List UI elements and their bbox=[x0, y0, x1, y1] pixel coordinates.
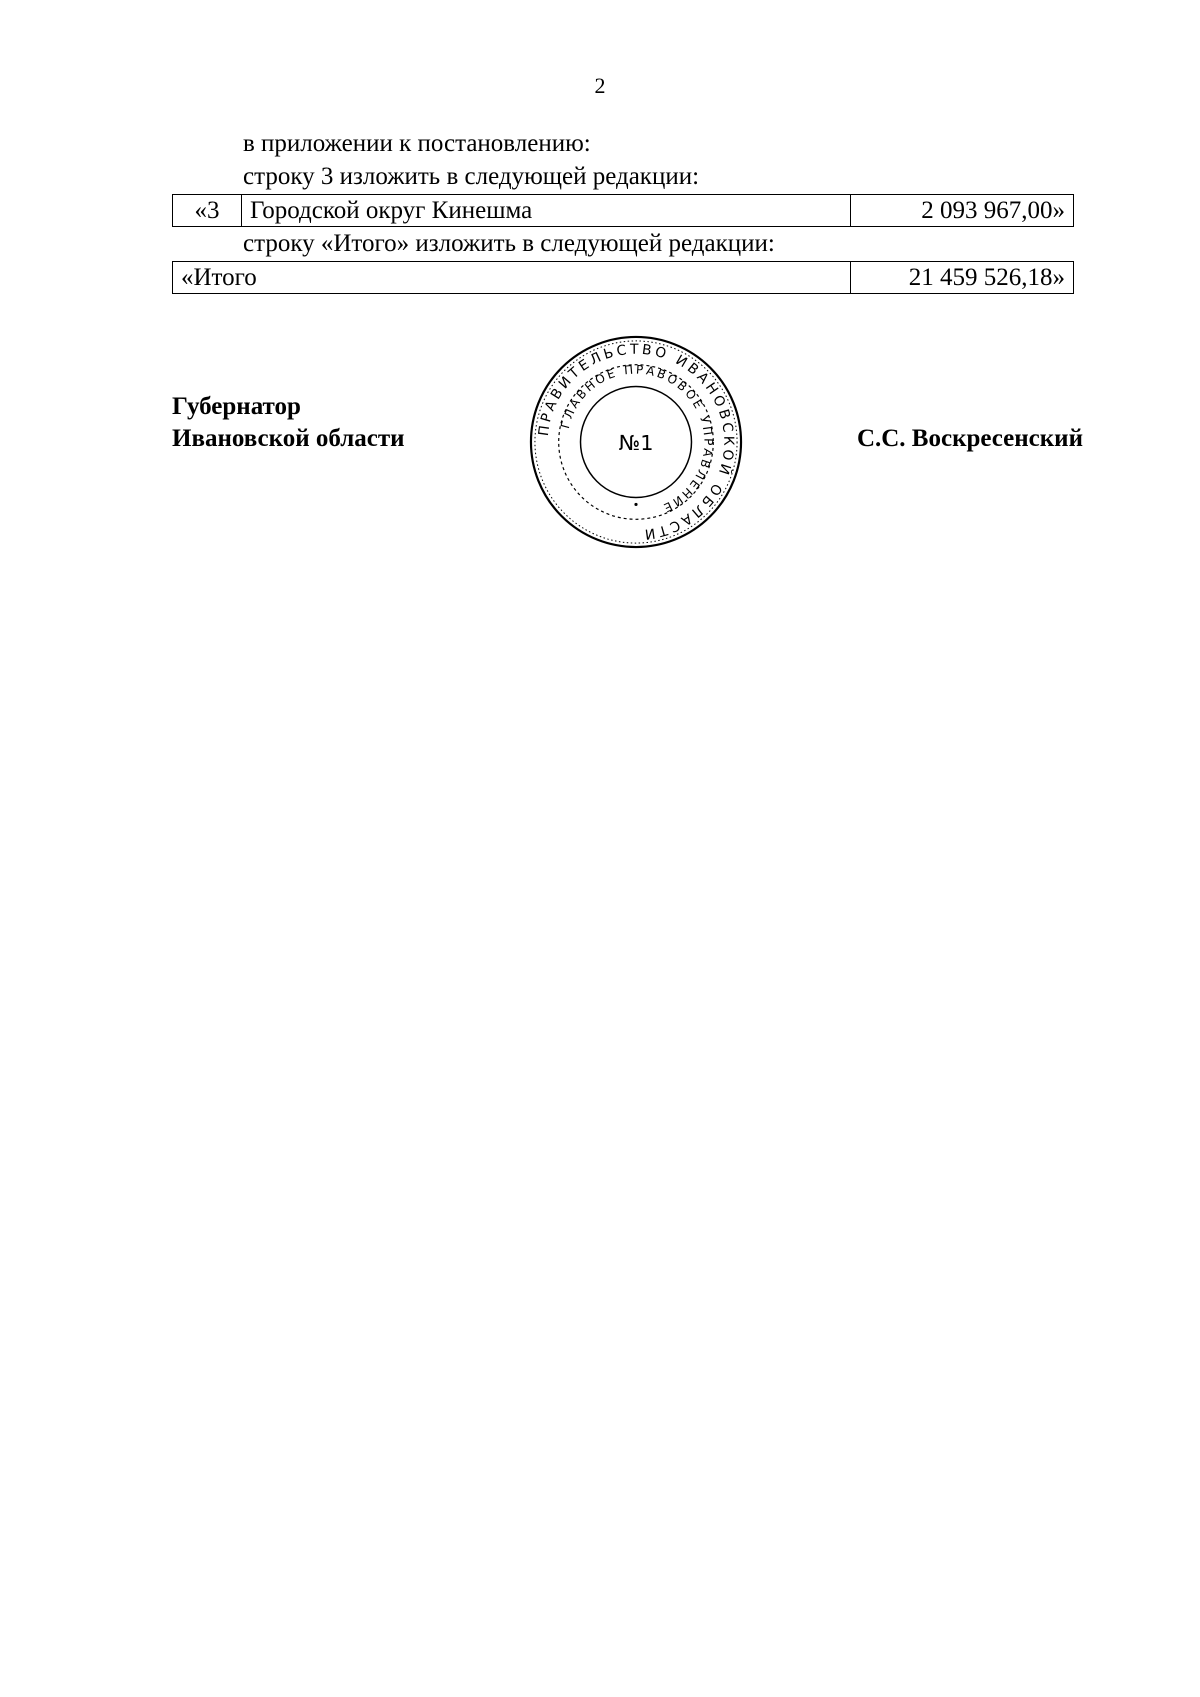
page-number: 2 bbox=[594, 73, 606, 98]
intro-line-total: строку «Итого» изложить в следующей редакции: bbox=[243, 230, 775, 257]
seal-inner-text: ГЛАВНОЕ ПРАВОВОЕ УПРАВЛЕНИЕ bbox=[558, 362, 716, 516]
official-seal bbox=[527, 333, 745, 551]
total-label-cell: «Итого bbox=[173, 262, 851, 294]
signatory-position-line1: Губернатор bbox=[172, 393, 301, 420]
row3-name-cell: Городской округ Кинешма bbox=[242, 195, 851, 227]
row3-amount-cell: 2 093 967,00» bbox=[851, 195, 1074, 227]
signatory-name: С.С. Воскресенский bbox=[856, 425, 1083, 452]
row3-number-cell: «3 bbox=[173, 195, 242, 227]
total-amount-cell: 21 459 526,18» bbox=[851, 262, 1074, 294]
table-row-3 bbox=[172, 194, 1074, 227]
table-row-total bbox=[172, 261, 1074, 294]
seal-number: №1 bbox=[618, 430, 654, 455]
intro-line-row3: строку 3 изложить в следующей редакции: bbox=[243, 163, 700, 190]
seal-outer-text: ПРАВИТЕЛЬСТВО ИВАНОВСКОЙ ОБЛАСТИ bbox=[535, 341, 737, 543]
intro-line-appendix: в приложении к постановлению: bbox=[243, 130, 591, 157]
signatory-position-line2: Ивановской области bbox=[172, 425, 405, 452]
